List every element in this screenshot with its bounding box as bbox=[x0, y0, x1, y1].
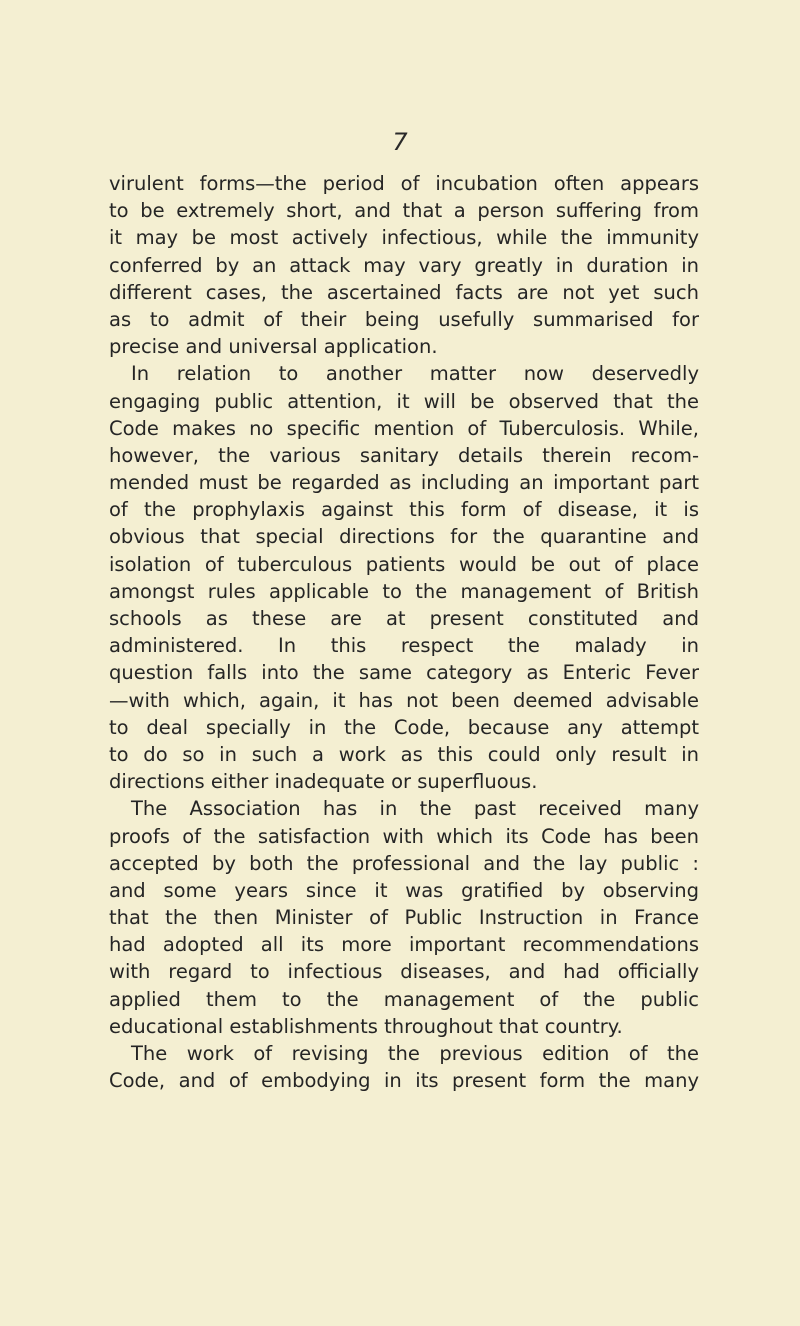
text-line: conferred by an attack may vary greatly in duration in bbox=[109, 253, 699, 277]
body-text bbox=[109, 170, 699, 1094]
text-line: mended must be regarded as including an important part bbox=[109, 471, 699, 495]
text-line: obvious that special directions for the quarantine and bbox=[109, 525, 699, 549]
text-line: applied them to the management of the public bbox=[109, 987, 699, 1011]
text-line: engaging public attention, it will be observed that the bbox=[109, 389, 699, 413]
text-line: to be extremely short, and that a person suffering from bbox=[109, 199, 699, 223]
text-line: had adopted all its more important recommendations bbox=[109, 933, 699, 957]
text-line: —with which, again, it has not been deemed advisable bbox=[109, 688, 699, 712]
text-line: virulent forms—the period of incubation often appears bbox=[109, 172, 699, 195]
text-line: Code makes no specific mention of Tuberculosis. While, bbox=[109, 416, 699, 440]
text-line: educational establishments throughout that country. bbox=[109, 1014, 623, 1038]
text-line: to deal specially in the Code, because any attempt bbox=[109, 715, 699, 739]
text-line: that the then Minister of Public Instruction in France bbox=[109, 906, 699, 930]
text-line: different cases, the ascertained facts are not yet such bbox=[109, 280, 699, 304]
text-line: it may be most actively infectious, while the immunity bbox=[109, 226, 699, 250]
text-line: of the prophylaxis against this form of disease, it is bbox=[109, 498, 699, 522]
text-line: proofs of the satisfaction with which its Code has been bbox=[109, 824, 699, 848]
page-number: 7 bbox=[392, 128, 408, 156]
text-line: administered. In this respect the malady in bbox=[109, 634, 699, 658]
text-line: question falls into the same category as Enteric Fever bbox=[109, 661, 699, 685]
text-line: The Association has in the past received many bbox=[131, 797, 699, 821]
text-line: and some years since it was gratified by observing bbox=[109, 878, 699, 902]
text-line: precise and universal application. bbox=[109, 335, 438, 359]
text-line: schools as these are at present constituted and bbox=[109, 607, 699, 630]
text-line: to do so in such a work as this could only result in bbox=[109, 742, 699, 766]
text-line: isolation of tuberculous patients would be out of place bbox=[109, 552, 699, 576]
text-line: amongst rules applicable to the management of British bbox=[109, 579, 699, 603]
text-line: with regard to infectious diseases, and had officially bbox=[109, 960, 699, 984]
text-line: In relation to another matter now deservedly bbox=[131, 362, 699, 386]
text-line: The work of revising the previous edition of the bbox=[131, 1042, 699, 1065]
text-line: directions either inadequate or superfluous. bbox=[109, 770, 538, 794]
text-line: accepted by both the professional and the lay public : bbox=[109, 851, 699, 875]
text-line: Code, and of embodying in its present form the many bbox=[109, 1069, 699, 1093]
text-line: however, the various sanitary details therein recom- bbox=[109, 443, 699, 467]
text-line: as to admit of their being usefully summarised for bbox=[109, 307, 699, 331]
